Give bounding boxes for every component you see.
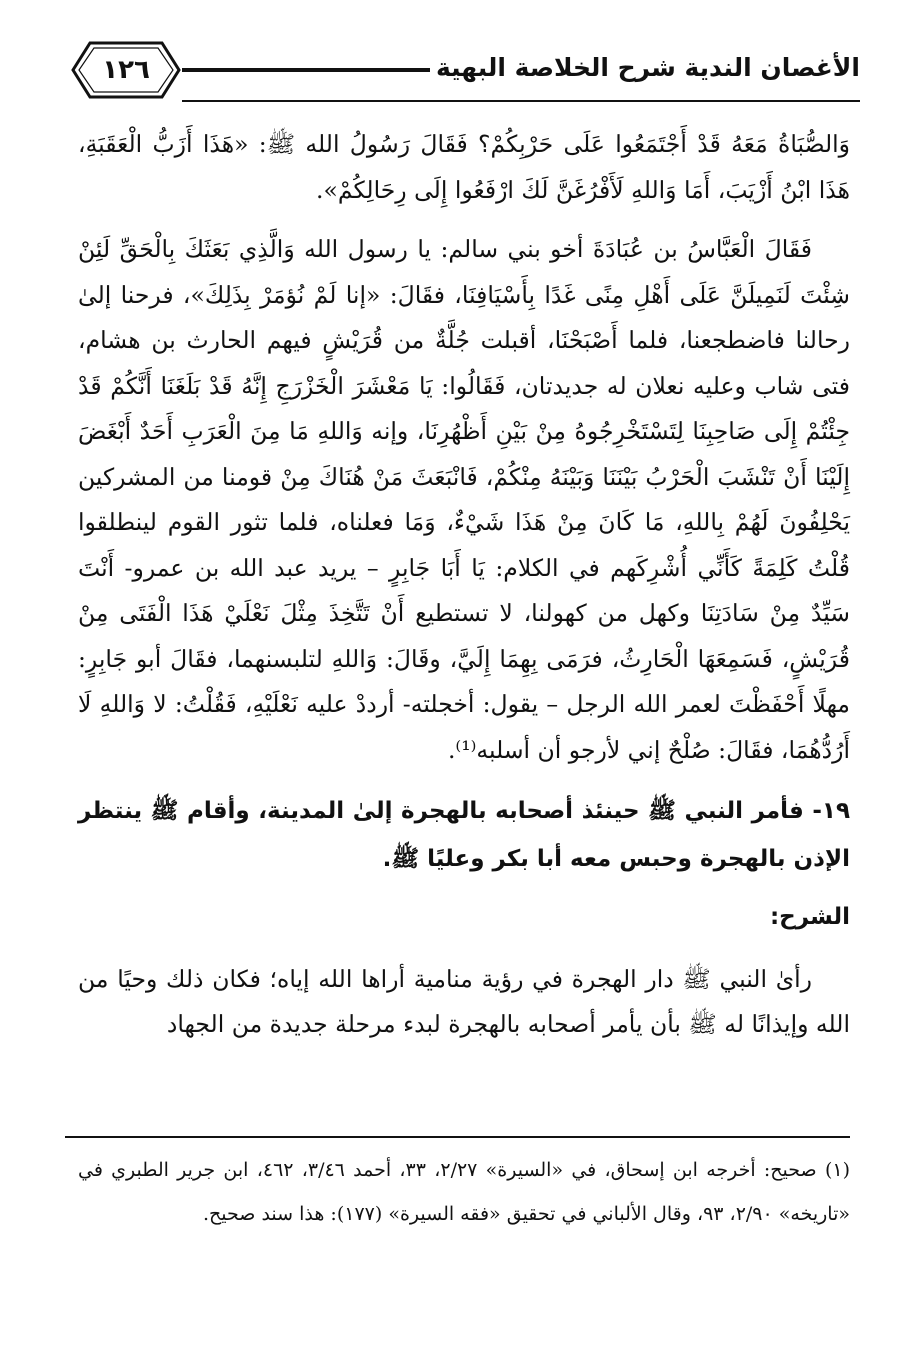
footnote-divider — [65, 1136, 850, 1138]
header-rule — [182, 68, 430, 72]
running-title: الأغصان الندية شرح الخلاصة البهية — [435, 53, 860, 82]
section-heading-19: ١٩- فأمر النبي ﷺ حينئذ أصحابه بالهجرة إلىٰ المدينة، وأقام ﷺ ينتظر الإذن بالهجرة وحبس معه أبا بكر وعليًا ﷺ. — [78, 798, 850, 872]
footnote: (١) صحيح: أخرجه ابن إسحاق، في «السيرة» ٢/٢٧، ٣٣، أحمد ٣/٤٦، ٤٦٢، ابن جرير الطبري في «تاريخه» ٢/٩٠، ٩٣، وقال الألباني في تحقيق «فقه السيرة» (١٧٧): هذا سند صحيح. — [78, 1159, 850, 1225]
paragraph-2: فَقَالَ الْعَبَّاسُ بن عُبَادَةَ أخو بني سالم: يا رسول الله وَالَّذِي بَعَثَكَ بِالْحَقِّ لَئِنْ شِئْتَ لَنَمِيلَنَّ عَلَى أَهْلِ مِنًى غَدًا بِأَسْيَافِنَا، فقَالَ: «إنا لَمْ نُؤمَرْ بِذَلِكَ»، فرحنا إلىٰ رحالنا فاضطجعنا، فلما أَصْبَحْنَا، أقبلت جُلَّةٌ من قُرَيْشٍ فيهم الحارث بن هشام، فتى شاب وعليه نعلان له جديدتان، فَقَالُوا: يَا مَعْشَرَ الْخَزْرَجِ إِنَّهُ قَدْ بَلَغَنَا أَنَّكُمْ قَدْ جِئْتُمْ إِلَى صَاحِبِنَا لِتَسْتَخْرِجُوهُ مِنْ بَيْنِ أَظْهُرِنَا، وإنه وَاللهِ مَا مِنَ الْعَرَبِ أَحَدٌ أَبْغَضَ إِلَيْنَا أَنْ تَنْشَبَ الْحَرْبُ بَيْنَنَا وَبَيْنَهُ مِنْكُمْ، فَانْبَعَثَ مَنْ هُنَاكَ مِنْ قومنا من المشركين يَحْلِفُونَ لَهُمْ بِاللهِ، مَا كَانَ مِنْ هَذَا شَيْءٌ، وَمَا فعلناه، فلما تثور القوم لينطلقوا قُلْتُ كَلِمَةً كَأَنِّي أُشْرِكَهم في الكلام: يَا أَبَا جَابِرٍ – يريد عبد الله بن عمرو- أَنْتَ سَيِّدٌ مِنْ سَادَتِنَا وكهل من كهولنا، لا تستطيع أَنْ تَتَّخِذَ مِثْلَ نَعْلَيْ هَذَا الْفَتَى مِنْ قُرَيْشٍ، فَسَمِعَهَا الْحَارِثُ، فرَمَى بِهِمَا إِلَيَّ، وقَالَ: وَاللهِ لتلبسنهما، فقَالَ أبو جَابِرٍ: مهلًا أَحْفَظْتَ لعمر الله الرجل – يقول: أخجلته- أرددْ عليه نَعْلَيْهِ، فَقُلْتُ: لا وَاللهِ لَا أَرُدُّهُمَا، فقَالَ: صُلْحٌ إني لأرجو أن أسلبه⁽¹⁾. — [78, 235, 850, 764]
header-divider — [182, 100, 860, 102]
main-text — [78, 122, 850, 1062]
explanation-paragraph: رأىٰ النبي ﷺ دار الهجرة في رؤية منامية أراها الله إياه؛ فكان ذلك وحيًا من الله وإيذانًا له ﷺ بأن يأمر أصحابه بالهجرة لبدء مرحلة جديدة من الجهاد — [78, 964, 850, 1038]
sharh-label: الشرح: — [769, 904, 850, 930]
page-header — [70, 36, 860, 108]
page-number-badge — [70, 40, 182, 100]
paragraph-1: وَالصُّبَاةُ مَعَهُ قَدْ أَجْتَمَعُوا عَلَى حَرْبِكُمْ؟ فَقَالَ رَسُولُ الله ﷺ: «هَذَا أَزَبُّ الْعَقَبَةِ، هَذَا ابْنُ أَزْيَبَ، أَمَا وَاللهِ لَأَفْرُغَنَّ لَكَ ارْفَعُوا إِلَى رِحَالِكُمْ». — [78, 130, 850, 204]
page-number: ١٢٦ — [102, 55, 150, 85]
